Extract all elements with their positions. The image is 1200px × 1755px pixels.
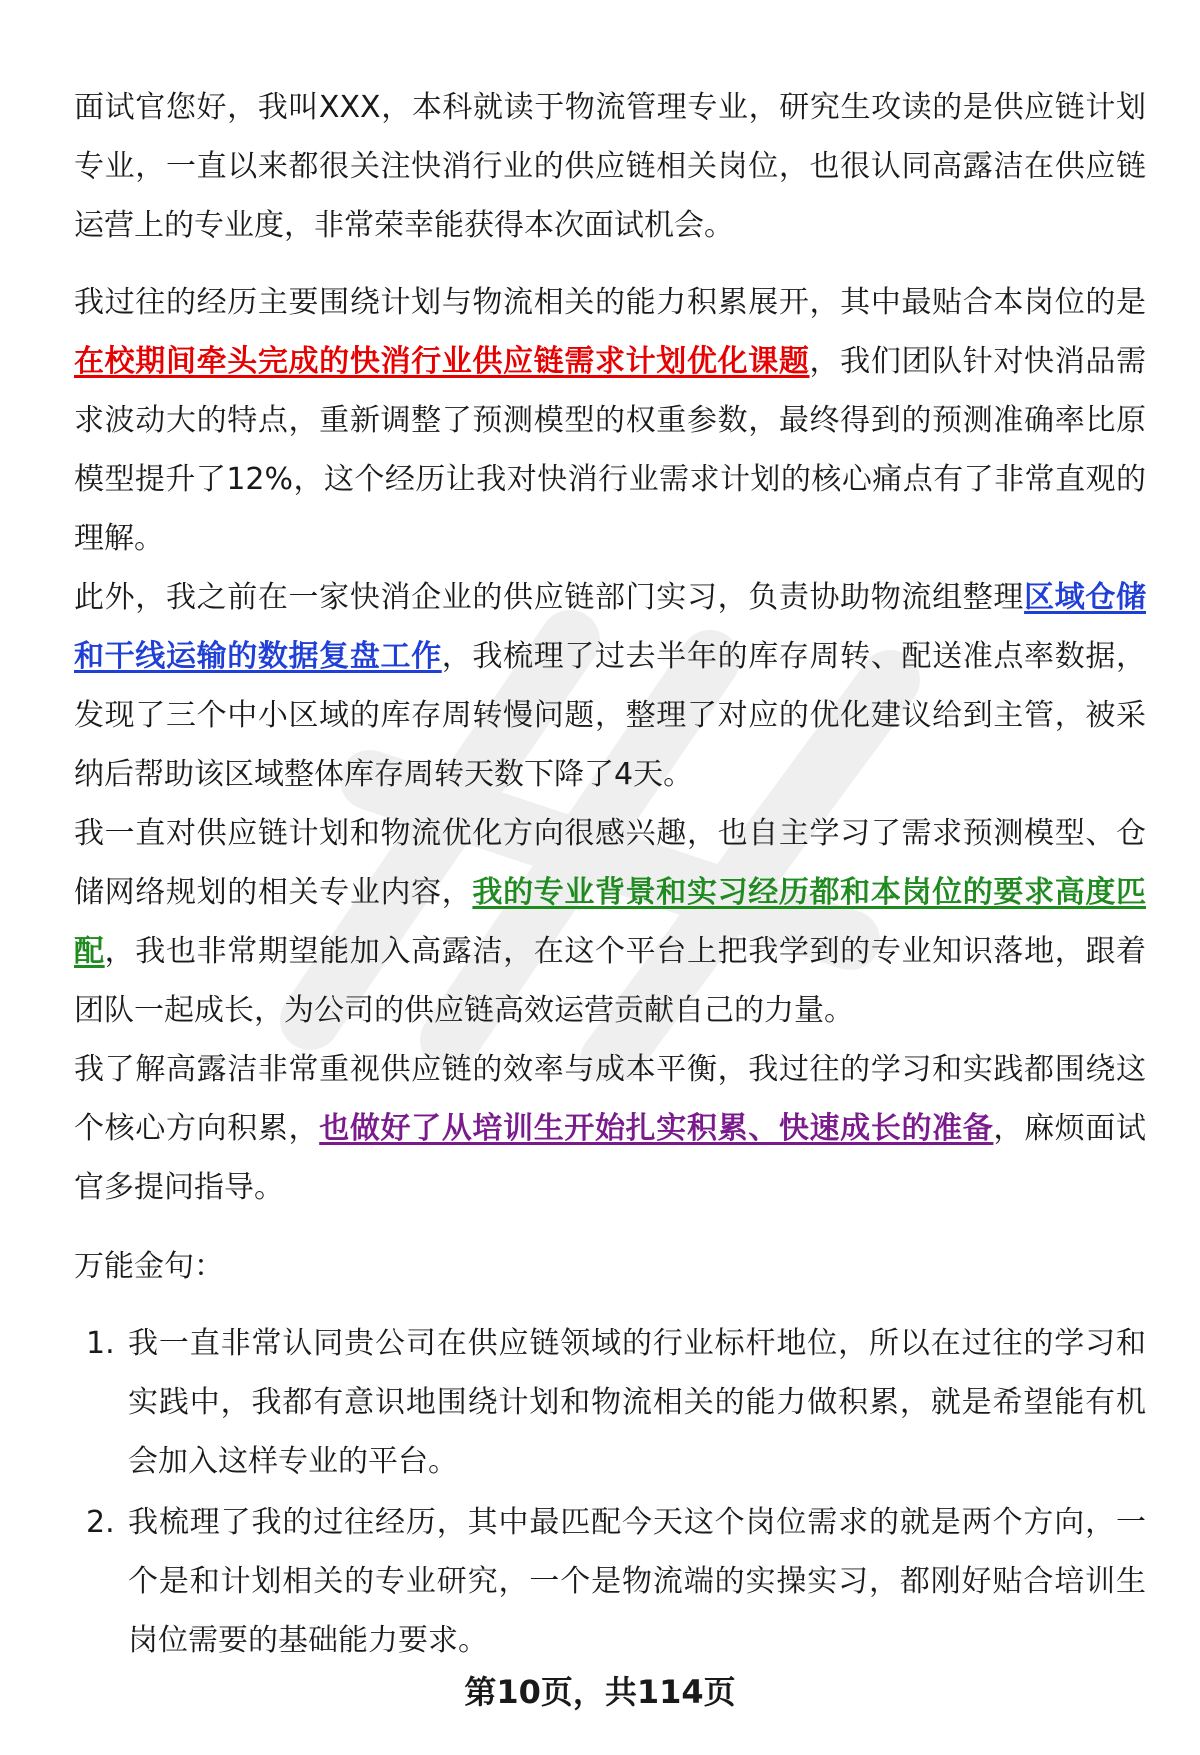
paragraph-text-before: 我过往的经历主要围绕计划与物流相关的能力积累展开，其中最贴合本岗位的是 [74,285,1146,320]
list-item [74,1493,1146,1670]
paragraph-text-before: 此外，我之前在一家快消企业的供应链部门实习，负责协助物流组整理 [74,580,1025,615]
paragraph-intro-text: 面试官您好，我叫XXX，本科就读于物流管理专业，研究生攻读的是供应链计划专业，一直以来都很关注快消行业的供应链相关岗位，也很认同高露洁在供应链运营上的专业度，非常荣幸能获得本次面试机会。 [74,90,1146,243]
highlight-green: 我的专业背景和实习经历都和本岗位的要求高度匹配 [74,875,1147,969]
paragraph-intro [74,78,1146,255]
highlight-blue: 区域仓储和干线运输的数据复盘工作 [74,580,1147,674]
highlight-red: 在校期间牵头完成的快消行业供应链需求计划优化课题 [74,344,810,379]
paragraph-text-after: ，麻烦面试官多提问指导。 [74,1111,1147,1205]
paragraph-experience-project [74,273,1146,568]
paragraph-motivation [74,804,1146,1040]
golden-sentences-title: 万能金句： [74,1249,224,1284]
paragraph-closing [74,1040,1146,1217]
document-body [74,78,1146,1672]
list-item-text: 我一直非常认同贵公司在供应链领域的行业标杆地位，所以在过往的学习和实践中，我都有意识地围绕计划和物流相关的能力做积累，就是希望能有机会加入这样专业的平台。 [128,1326,1146,1479]
paragraph-text-before: 我了解高露洁非常重视供应链的效率与成本平衡，我过往的学习和实践都围绕这个核心方向积累， [74,1052,1146,1146]
highlight-purple: 也做好了从培训生开始扎实积累、快速成长的准备 [319,1111,994,1146]
list-item-number: 1. [86,1326,115,1361]
golden-sentences-list [74,1314,1146,1670]
list-item-text: 我梳理了我的过往经历，其中最匹配今天这个岗位需求的就是两个方向，一个是和计划相关的专业研究，一个是物流端的实操实习，都刚好贴合培训生岗位需要的基础能力要求。 [128,1505,1146,1658]
list-item [74,1314,1146,1491]
list-item-number: 2. [86,1505,115,1540]
page-number-footer: 第10页，共114页 [464,1673,736,1711]
paragraph-experience-internship [74,568,1146,804]
paragraph-text-after: ，我梳理了过去半年的库存周转、配送准点率数据，发现了三个中小区域的库存周转慢问题，整理了对应的优化建议给到主管，被采纳后帮助该区域整体库存周转天数下降了4天。 [74,639,1147,792]
paragraph-text-after: ，我也非常期望能加入高露洁，在这个平台上把我学到的专业知识落地，跟着团队一起成长，为公司的供应链高效运营贡献自己的力量。 [74,934,1147,1028]
paragraph-text-after: ，我们团队针对快消品需求波动大的特点，重新调整了预测模型的权重参数，最终得到的预测准确率比原模型提升了12%，这个经历让我对快消行业需求计划的核心痛点有了非常直观的理解。 [74,344,1147,556]
paragraph-text-before: 我一直对供应链计划和物流优化方向很感兴趣，也自主学习了需求预测模型、仓储网络规划的相关专业内容， [74,816,1146,910]
